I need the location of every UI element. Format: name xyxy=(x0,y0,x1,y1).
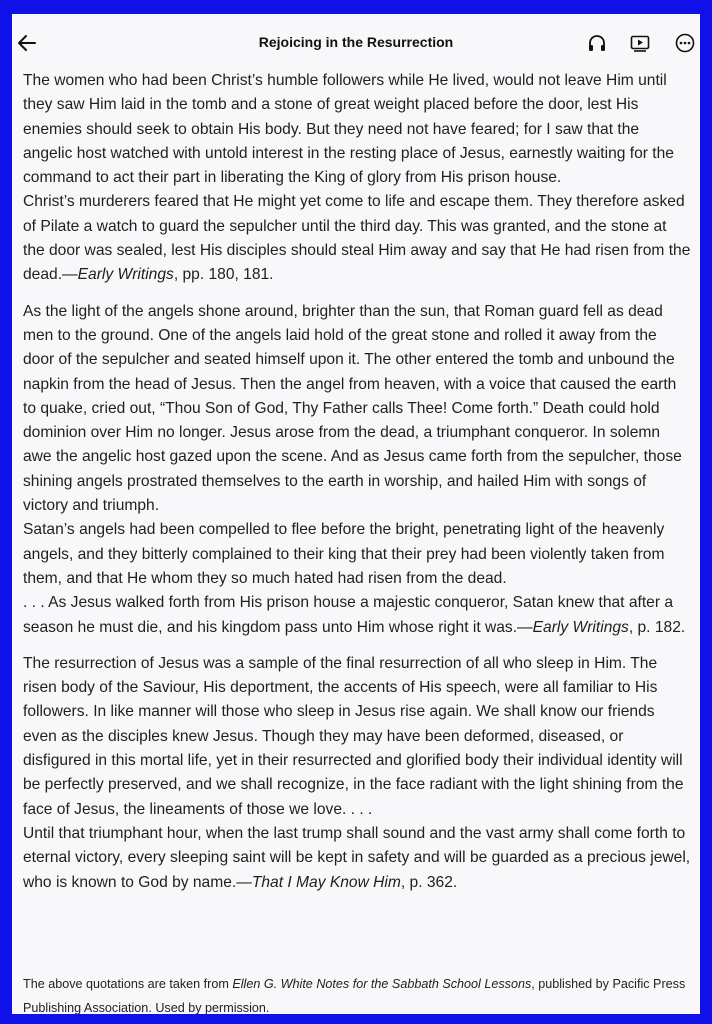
top-bar xyxy=(12,14,700,70)
paragraph: Satan’s angels had been compelled to flee before the bright, penetrating light of the heavenly angels, and they bitterly complained to their king that their prey had been violently taken from them, and that He whom they so much hated had risen from the dead. . . . As Jesus walked forth from His prison house a majestic conqueror, Satan knew that after a season he must die, and his kingdom pass unto Him whose right it was.—Early Writings, p. 182. xyxy=(23,521,686,636)
headphones-icon[interactable] xyxy=(586,32,608,54)
paragraph: Until that triumphant hour, when the last trump shall sound and the vast army shall come forth to eternal victory, every sleeping saint will be kept in safety and will be guarded as a precious jewel, who is known to God by name.—That I May Know Him, p. 362. xyxy=(23,824,691,891)
video-play-icon[interactable] xyxy=(629,32,651,54)
back-arrow-icon[interactable] xyxy=(16,32,38,54)
paragraph: Christ’s murderers feared that He might yet come to life and escape them. They therefore asked of Pilate a watch to guard the sepulcher until the third day. This was granted, and the stone at the door was sealed, lest His disciples should steal Him away and say that He had risen from the dead.—Early Writings, pp. 180, 181. xyxy=(23,193,691,284)
reading-content xyxy=(23,69,691,895)
footnote-book-title: Ellen G. White Notes for the Sabbath School Lessons xyxy=(232,977,532,991)
paragraph: As the light of the angels shone around, brighter than the sun, that Roman guard fell as dead men to the ground. One of the angels laid hold of the great stone and rolled it away from the door of the sepulcher and seated himself upon it. The other entered the tomb and unbound the napkin from the head of Jesus. Then the angel from heaven, with a voice that caused the earth to quake, cried out, “Thou Son of God, Thy Father calls Thee! Come forth.” Death could hold dominion over Him no longer. Jesus arose from the dead, a triumphant conqueror. In solemn awe the angelic host gazed upon the scene. And as Jesus came forth from the sepulcher, those shining angels prostrated themselves to the earth in worship, and hailed Him with songs of victory and triumph. xyxy=(23,302,682,515)
page-title: Rejoicing in the Resurrection xyxy=(258,34,454,50)
more-options-icon[interactable] xyxy=(674,32,696,54)
source-title: Early Writings xyxy=(77,266,174,284)
attribution-footnote: The above quotations are taken from Ellen G. White Notes for the Sabbath School Lessons, published by Pacific Press Publishing Association. Used by permission. xyxy=(23,977,686,1014)
source-title: Early Writings xyxy=(532,618,629,636)
paragraph: The resurrection of Jesus was a sample of the final resurrection of all who sleep in Him. The risen body of the Saviour, His deportment, the accents of His speech, were all familiar to His followers. In like manner will those who sleep in Jesus rise again. We shall know our friends even as the disciples knew Jesus. Though they may have been deformed, diseased, or disfigured in this mortal life, yet in their resurrected and glorified body their individual identity will be perfectly preserved, and we shall recognize, in the face radiant with the light shining from the face of Jesus, the lineaments of those we love. . . . xyxy=(23,654,684,818)
paragraph: The women who had been Christ’s humble followers while He lived, would not leave Him until they saw Him laid in the tomb and a stone of great weight placed before the door, lest His enemies should seek to obtain His body. But they need not have feared; for I saw that the angelic host watched with untold interest in the resting place of Jesus, earnestly waiting for the command to act their part in liberating the King of glory from His prison house. xyxy=(23,72,674,187)
source-title: That I May Know Him xyxy=(251,873,401,891)
reader-screen xyxy=(12,14,700,1014)
